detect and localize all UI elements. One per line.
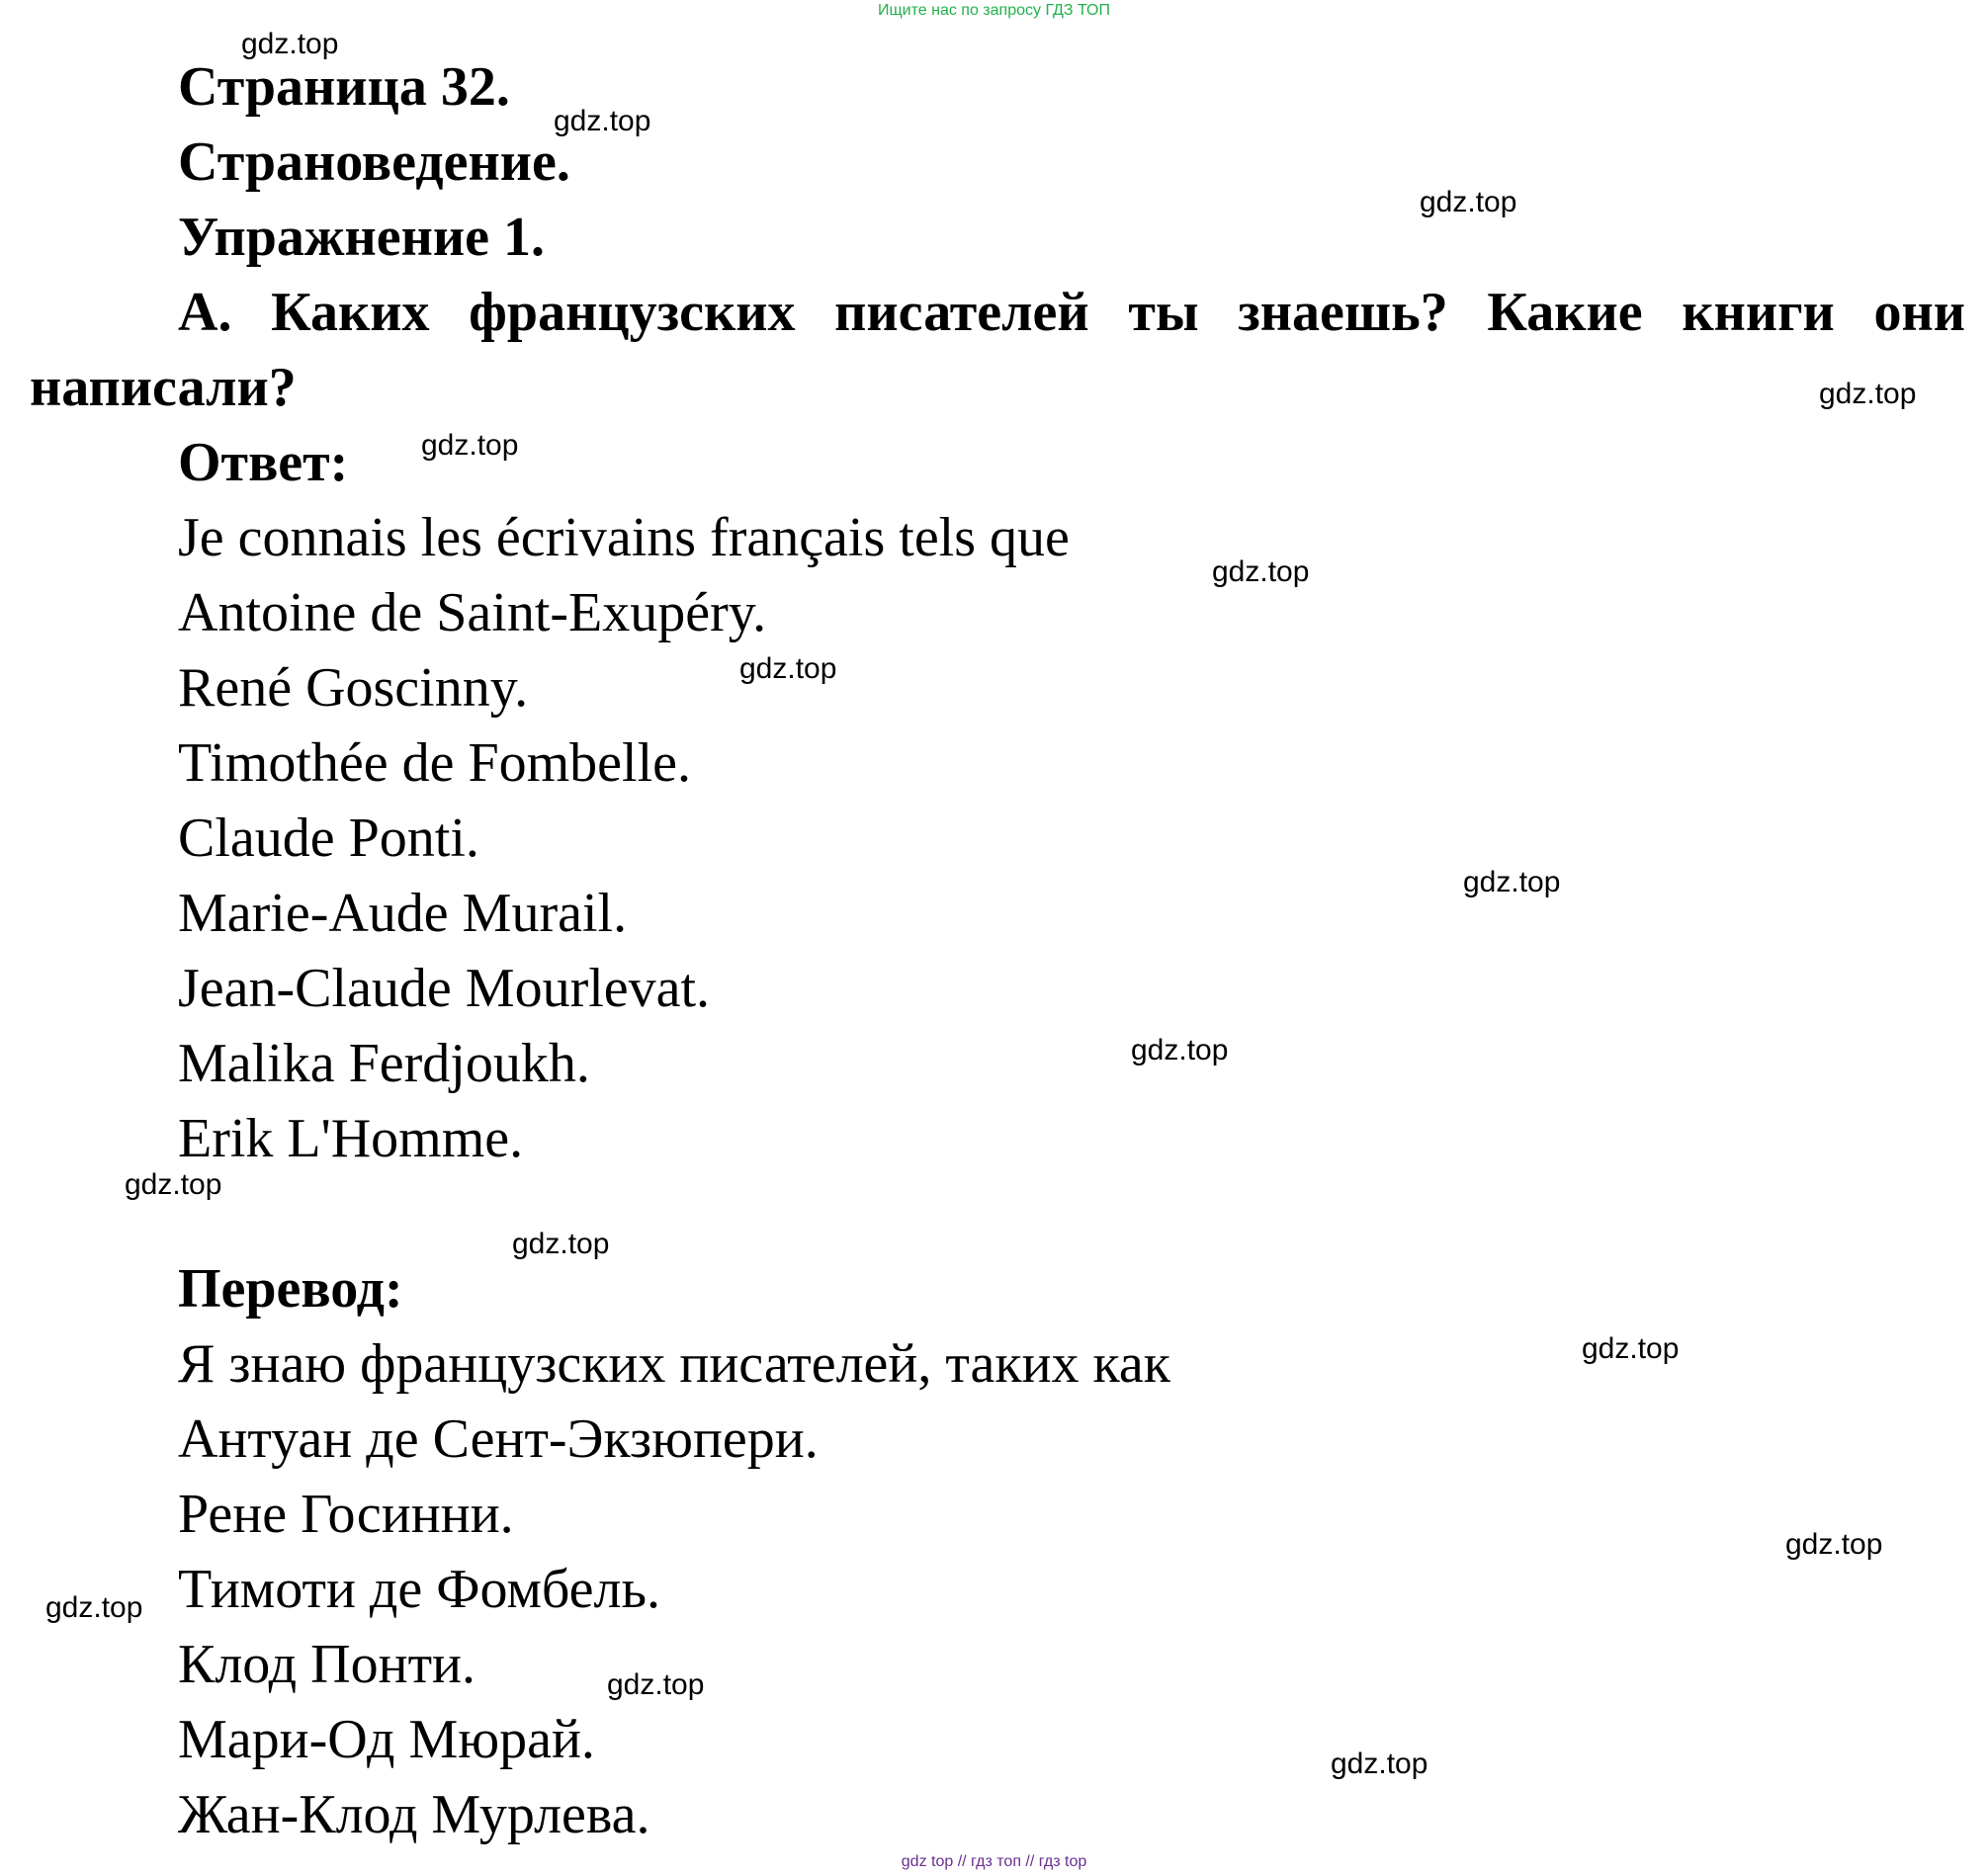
- translation-line: Тимоти де Фомбель.: [178, 1559, 660, 1620]
- answer-line: Malika Ferdjoukh.: [178, 1033, 590, 1094]
- section-title: Страноведение.: [178, 131, 570, 193]
- question-word: Каких: [271, 282, 430, 343]
- answer-line: Claude Ponti.: [178, 808, 479, 869]
- watermark: gdz.top: [1420, 186, 1517, 218]
- watermark: gdz.top: [512, 1228, 610, 1260]
- question-line-1: [178, 281, 1965, 344]
- answer-line: Antoine de Saint-Exupéry.: [178, 582, 767, 643]
- question-line-2: написали?: [30, 357, 297, 418]
- question-word: писателей: [834, 282, 1089, 343]
- watermark: gdz.top: [241, 28, 339, 60]
- translation-line: Рене Госинни.: [178, 1484, 514, 1545]
- watermark: gdz.top: [1785, 1528, 1883, 1561]
- question-word: Какие: [1487, 282, 1643, 343]
- question-word: они: [1873, 282, 1965, 343]
- page-title: Страница 32.: [178, 56, 510, 118]
- answer-line: Marie-Aude Murail.: [178, 883, 628, 944]
- question-word: французских: [469, 282, 796, 343]
- translation-line: Я знаю французских писателей, таких как: [178, 1333, 1170, 1395]
- question-word: книги: [1682, 282, 1835, 343]
- question-word: ты: [1128, 282, 1199, 343]
- watermark: gdz.top: [125, 1168, 222, 1201]
- answer-heading: Ответ:: [178, 432, 349, 493]
- exercise-title: Упражнение 1.: [178, 207, 546, 268]
- answer-line: Erik L'Homme.: [178, 1108, 524, 1169]
- watermark: gdz.top: [1463, 866, 1561, 898]
- watermark: gdz.top: [1131, 1034, 1229, 1066]
- watermark: gdz.top: [45, 1591, 143, 1624]
- translation-heading: Перевод:: [178, 1258, 403, 1320]
- watermark: gdz.top: [739, 652, 837, 685]
- watermark: gdz.top: [554, 105, 651, 137]
- question-word: знаешь?: [1238, 282, 1448, 343]
- translation-line: Клод Понти.: [178, 1634, 476, 1695]
- top-banner: Ищите нас по запросу ГДЗ ТОП: [878, 2, 1110, 19]
- watermark: gdz.top: [607, 1668, 705, 1701]
- watermark: gdz.top: [1582, 1332, 1680, 1365]
- translation-line: Мари-Од Мюрай.: [178, 1709, 595, 1770]
- answer-line: Timothée de Fombelle.: [178, 732, 692, 794]
- watermark: gdz.top: [1819, 378, 1917, 410]
- watermark: gdz.top: [1331, 1748, 1428, 1780]
- answer-line: René Goscinny.: [178, 657, 529, 719]
- answer-line: Je connais les écrivains français tels que: [178, 507, 1070, 568]
- translation-line: Антуан де Сент-Экзюпери.: [178, 1408, 819, 1470]
- watermark: gdz.top: [1212, 555, 1310, 588]
- translation-line: Жан-Клод Мурлева.: [178, 1784, 650, 1845]
- answer-line: Jean-Claude Mourlevat.: [178, 958, 711, 1019]
- question-word: А.: [178, 282, 232, 343]
- watermark: gdz.top: [421, 429, 519, 462]
- bottom-banner: gdz top // гдз топ // гдз top: [901, 1853, 1087, 1870]
